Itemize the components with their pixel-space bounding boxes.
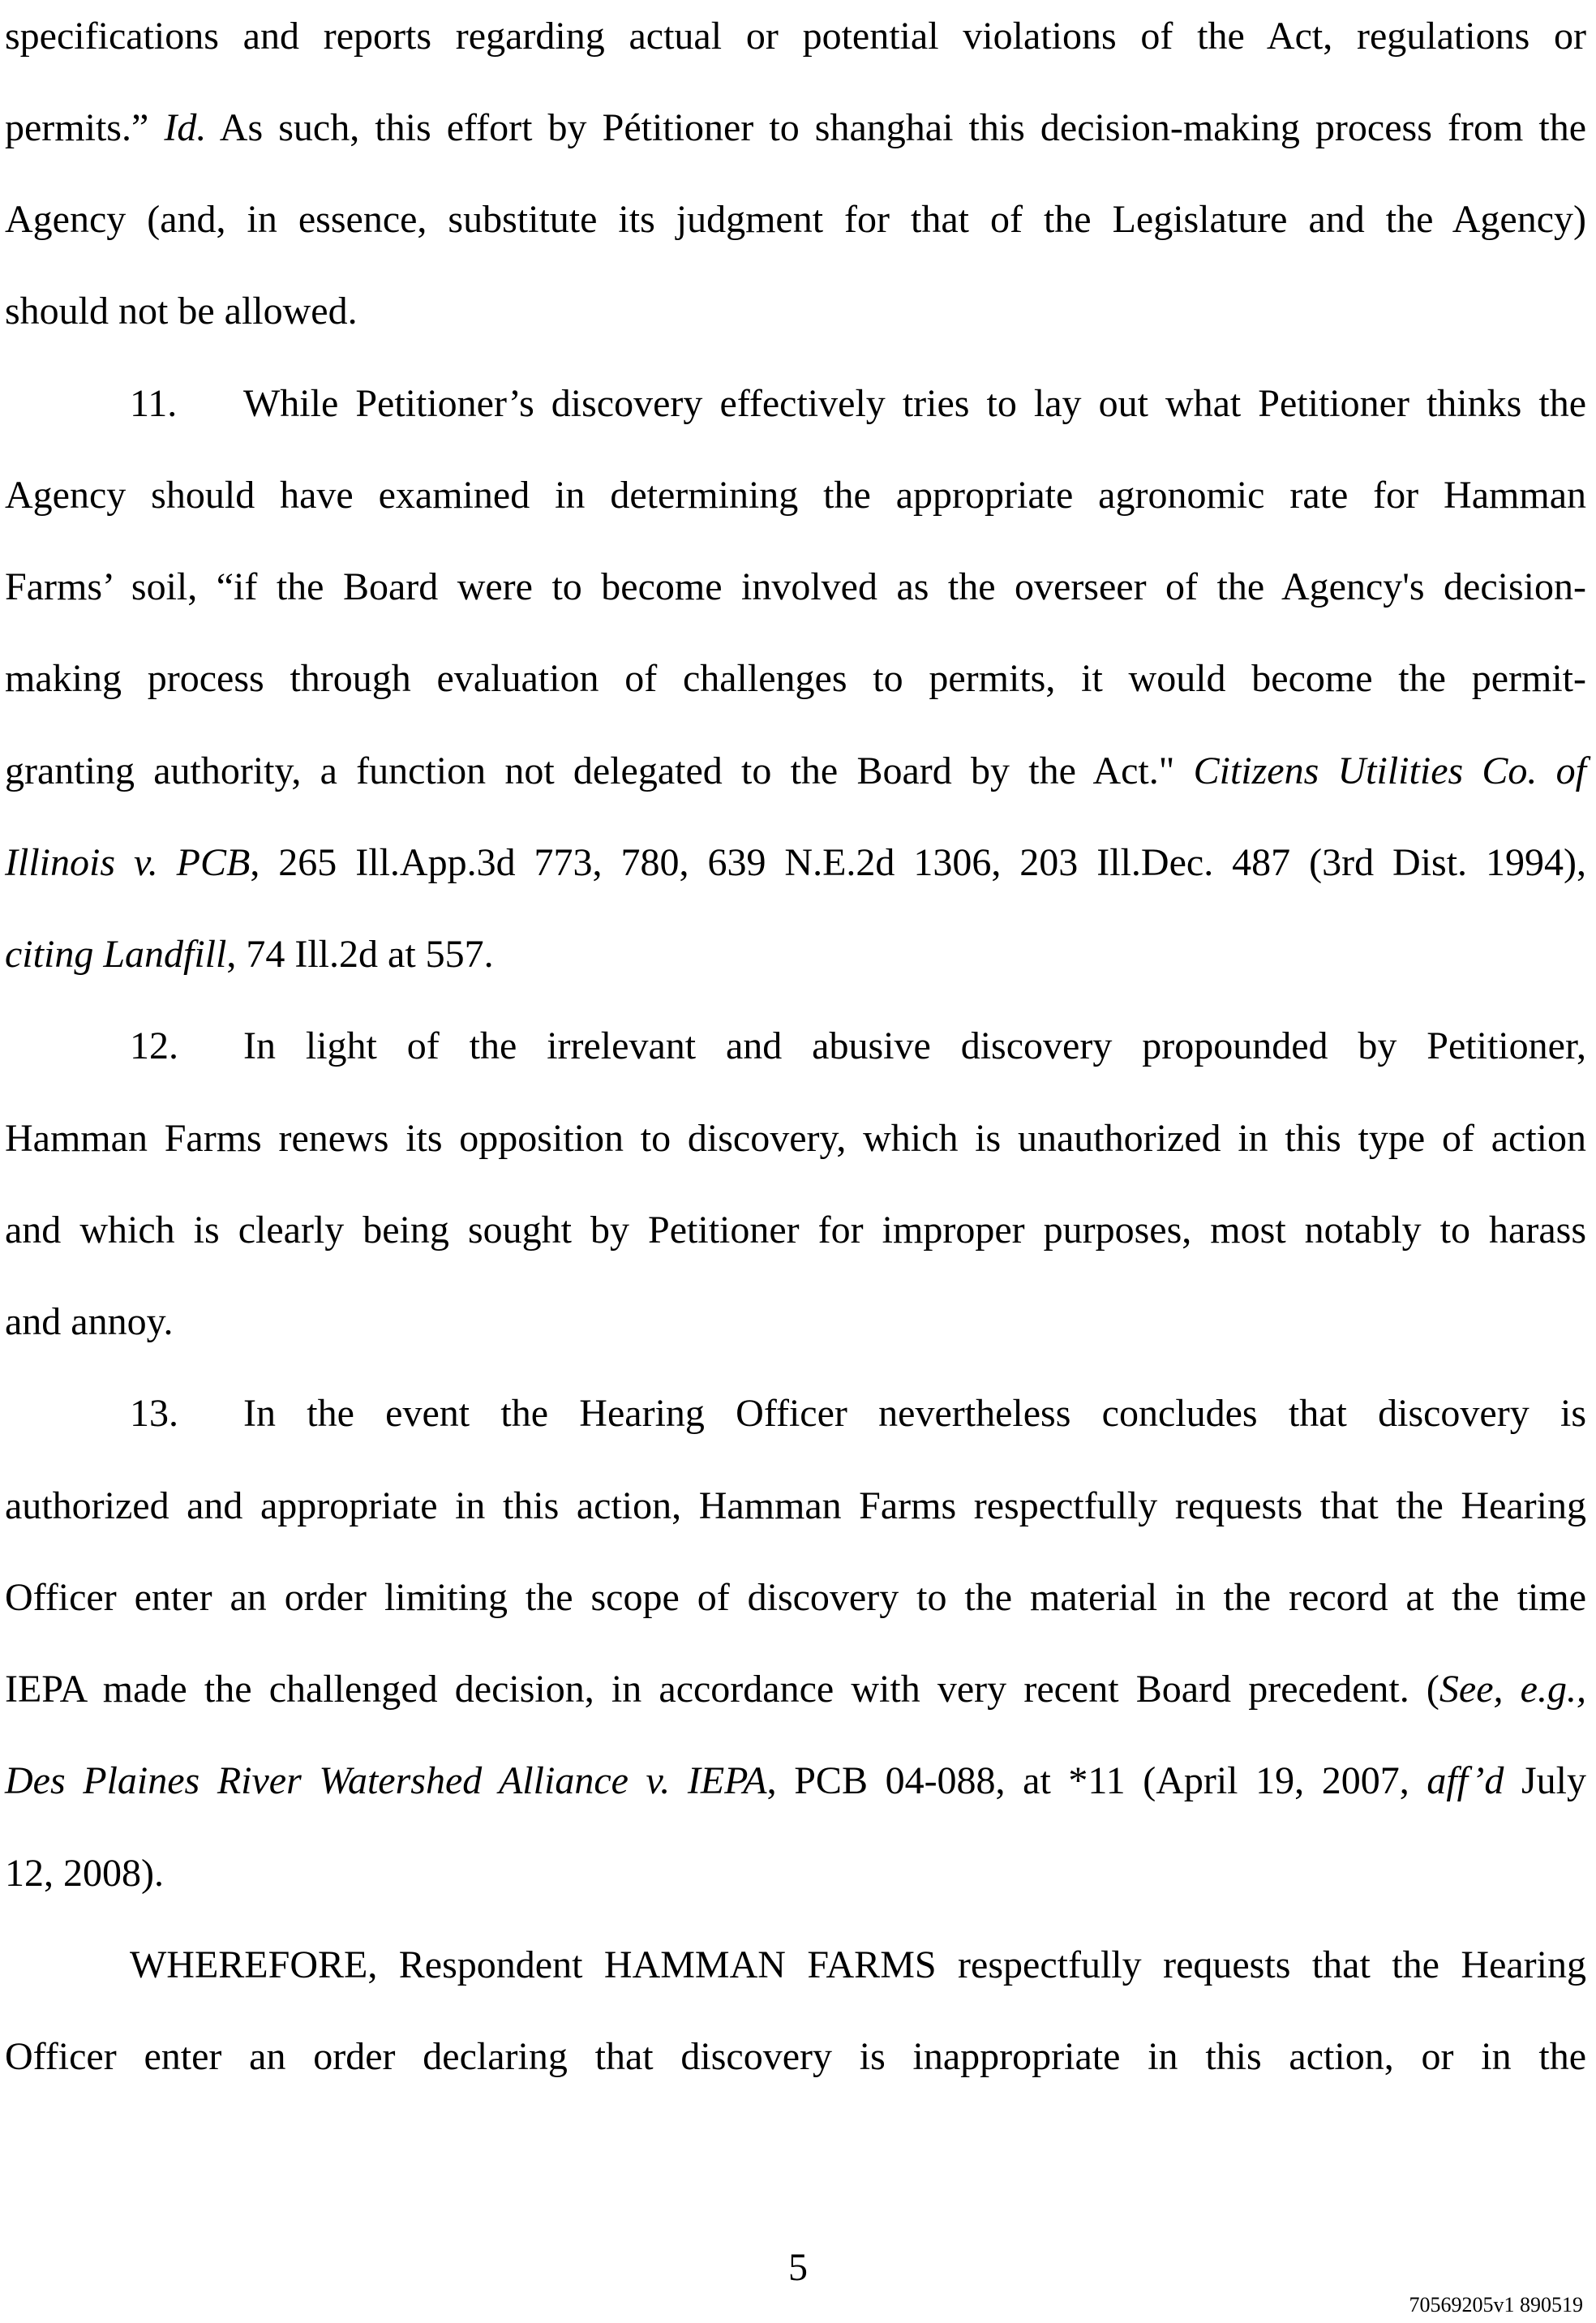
wherefore-first-line: WHEREFORE, Respondent HAMMAN FARMS respectfully requests that the Hearing: [130, 1943, 1586, 1986]
text-line: and annoy.: [5, 1300, 174, 1343]
text-segment: In light of the irrelevant and abusive discovery propounded by Petitioner,: [243, 1024, 1586, 1068]
text-line: [5, 1757, 1586, 1806]
text-segment: permits.”: [5, 105, 165, 149]
paragraph-12-first-line: [130, 1022, 1586, 1071]
text-line: specifications and reports regarding actual or potential violations of the Act, regulations or: [5, 14, 1586, 58]
text-line: making process through evaluation of challenges to permits, it would become the permit-: [5, 657, 1586, 701]
citation-italic: citing Landfill: [5, 933, 227, 977]
text-line: Farms’ soil, “if the Board were to become involved as the overseer of the Agency's decision-: [5, 565, 1586, 609]
text-line: Hamman Farms renews its opposition to discovery, which is unauthorized in this type of action: [5, 1116, 1586, 1160]
text-segment: IEPA made the challenged decision, in accordance with very recent Board precedent. (: [5, 1668, 1439, 1711]
text-line: [5, 1665, 1586, 1714]
text-line: Officer enter an order declaring that discovery is inappropriate in this action, or in the: [5, 2035, 1586, 2078]
text-line: [5, 839, 1586, 887]
text-line: [5, 104, 1586, 152]
paragraph-number: 11.: [130, 381, 178, 425]
paragraph-11-first-line: [130, 380, 1586, 428]
text-line: should not be allowed.: [5, 290, 358, 333]
text-line: [5, 930, 1586, 979]
text-line: 12, 2008).: [5, 1851, 164, 1895]
paragraph-13-first-line: [130, 1389, 1586, 1438]
citation-italic: See, e.g.,: [1439, 1668, 1586, 1711]
text-segment: , PCB 04-088, at *11 (April 19, 2007,: [766, 1759, 1427, 1803]
text-line: [5, 747, 1586, 796]
paragraph-number: 12.: [130, 1024, 178, 1068]
text-segment: In the event the Hearing Officer nevertheless concludes that discovery is: [243, 1392, 1586, 1436]
text-segment: , 74 Ill.2d at 557.: [226, 933, 494, 977]
text-segment: As such, this effort by Pétitioner to shanghai this decision-making process from the: [206, 105, 1586, 149]
text-segment: July: [1504, 1759, 1587, 1803]
text-line: Agency (and, in essence, substitute its judgment for that of the Legislature and the Agency): [5, 198, 1586, 242]
paragraph-number: 13.: [130, 1392, 178, 1436]
text-line: Agency should have examined in determining the appropriate agronomic rate for Hamman: [5, 473, 1586, 517]
citation-italic: Id.: [164, 105, 207, 149]
citation-italic: Citizens Utilities Co. of: [1193, 749, 1586, 792]
text-line: Officer enter an order limiting the scope of discovery to the material in the record at the time: [5, 1575, 1586, 1619]
citation-italic: aff’d: [1427, 1759, 1504, 1803]
text-line: authorized and appropriate in this action, Hamman Farms respectfully requests that the Hearing: [5, 1484, 1586, 1527]
text-segment: granting authority, a function not delegated to the Board by the Act.": [5, 749, 1194, 792]
page-number: 5: [788, 2246, 808, 2289]
text-segment: , 265 Ill.App.3d 773, 780, 639 N.E.2d 1306, 203 Ill.Dec. 487 (3rd Dist. 1994),: [250, 840, 1587, 884]
citation-italic: Des Plaines River Watershed Alliance v. IEPA: [5, 1759, 767, 1803]
text-line: and which is clearly being sought by Petitioner for improper purposes, most notably to harass: [5, 1208, 1586, 1252]
citation-italic: Illinois v. PCB: [5, 840, 251, 884]
document-id: 70569205v1 890519: [1409, 2293, 1583, 2317]
text-segment: While Petitioner’s discovery effectively tries to lay out what Petitioner thinks the: [243, 381, 1586, 425]
